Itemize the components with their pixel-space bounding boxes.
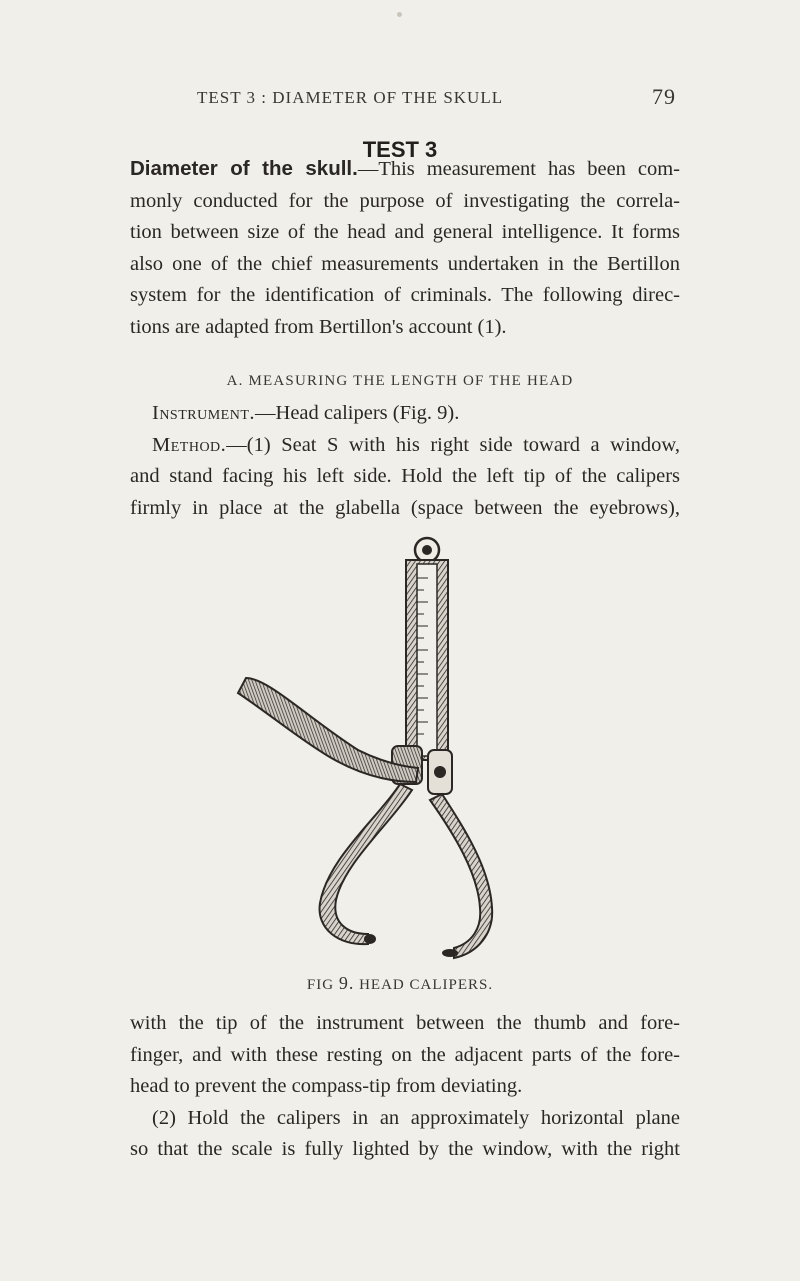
continuation-line-2: finger, and with these resting on the adjacent parts of the fore- (130, 1043, 680, 1066)
intro-line-4: also one of the chief measurements undertaken in the Bertillon (130, 252, 680, 275)
continuation-paragraph (130, 1008, 680, 1166)
intro-line-1: Diameter of the skull.—This measurement has been com- (130, 157, 680, 180)
running-head-title: TEST 3 : DIAMETER OF THE SKULL (197, 88, 504, 107)
test-heading: TEST 3 (362, 137, 438, 162)
continuation-line-3: head to prevent the compass-tip from deviating. (130, 1075, 523, 1097)
intro-paragraph (130, 153, 680, 343)
instrument-line: Instrument.—Head calipers (Fig. 9). (152, 402, 460, 424)
continuation-line-4: (2) Hold the calipers in an approximately horizontal plane (152, 1106, 680, 1129)
continuation-line-5: so that the scale is fully lighted by the window, with the right (130, 1138, 680, 1160)
intro-line-5: system for the identification of criminals. The following direc- (130, 284, 680, 306)
method-paragraph (130, 398, 680, 524)
head-calipers-icon (228, 528, 528, 968)
page-speck (397, 12, 402, 17)
page-number: 79 (652, 84, 676, 109)
section-title: A. MEASURING THE LENGTH OF THE HEAD (226, 373, 574, 389)
continuation-line-1: with the tip of the instrument between the thumb and fore- (130, 1012, 680, 1034)
figure-caption-prefix: FIG (306, 977, 335, 993)
intro-lead: Diameter of the skull. (130, 157, 358, 180)
intro-line-3: tion between size of the head and general intelligence. It forms (130, 221, 680, 243)
intro-line-2: monly conducted for the purpose of investigating the correla- (130, 189, 680, 212)
method-line-1: Method.—(1) Seat S with his right side toward a window, (152, 433, 680, 456)
method-line-2: and stand facing his left side. Hold the left tip of the calipers (130, 465, 680, 487)
intro-line-6: tions are adapted from Bertillon's account (1). (130, 315, 507, 338)
figure-caption-text: HEAD CALIPERS. (359, 977, 494, 993)
method-line-3: firmly in place at the glabella (space between the eyebrows), (130, 496, 680, 519)
method-label: Method. (152, 433, 227, 456)
instrument-label: Instrument. (152, 402, 256, 424)
figure-caption-number: 9. (338, 973, 355, 993)
figure-caption (0, 973, 800, 994)
